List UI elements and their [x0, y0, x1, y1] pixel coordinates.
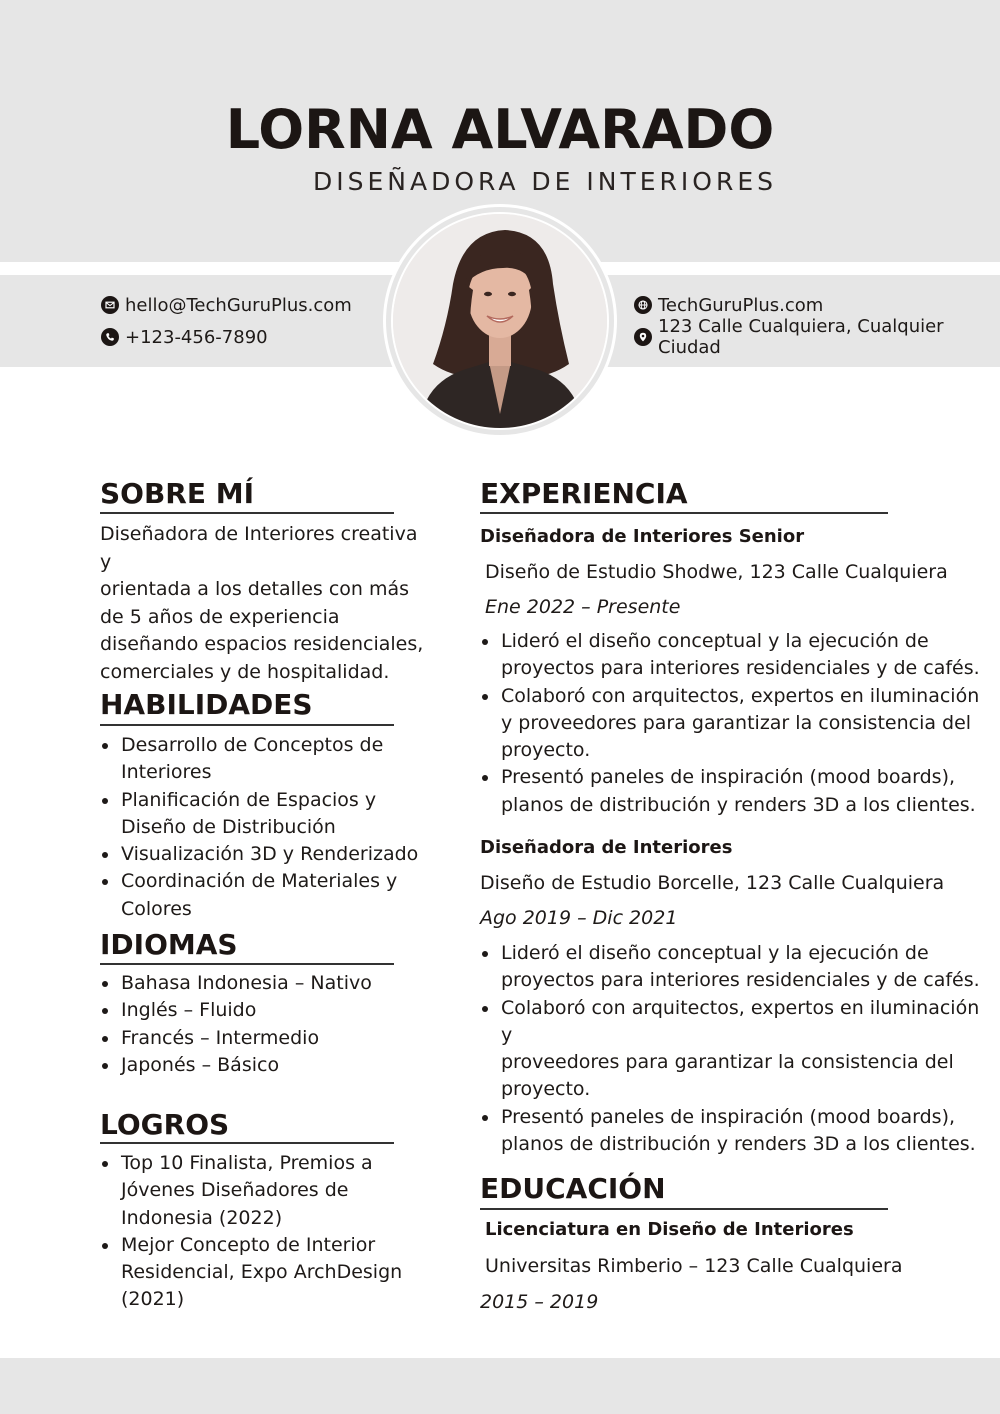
list-item: Presentó paneles de inspiración (mood boards), planos de distribución y renders 3D a los clientes.: [480, 764, 980, 819]
list-item: Inglés – Fluido: [100, 997, 420, 1024]
contact-left: [101, 293, 352, 349]
job-bullets: [480, 940, 985, 1158]
skills-rule: [100, 724, 394, 726]
email-text: hello@TechGuruPlus.com: [125, 294, 352, 316]
skills-list: [100, 732, 420, 923]
languages-list: [100, 970, 420, 1079]
contact-right: [634, 293, 1000, 358]
contact-phone[interactable]: [101, 325, 352, 349]
list-item: Japonés – Básico: [100, 1052, 420, 1079]
mail-icon: [101, 296, 119, 314]
list-item: Planificación de Espacios y Diseño de Distribución: [100, 787, 420, 842]
job-dates: Ene 2022 – Presente: [485, 596, 681, 618]
degree: Licenciatura en Diseño de Interiores: [485, 1219, 854, 1240]
list-item: Bahasa Indonesia – Nativo: [100, 970, 420, 997]
website-text: TechGuruPlus.com: [658, 294, 824, 316]
about-heading: SOBRE MÍ: [100, 477, 255, 510]
list-item: Top 10 Finalista, Premios a Jóvenes Diseñadores de Indonesia (2022): [100, 1150, 420, 1232]
about-line: comerciales y de hospitalidad.: [100, 660, 390, 683]
list-item: Visualización 3D y Renderizado: [100, 841, 420, 868]
job-dates: Ago 2019 – Dic 2021: [480, 907, 678, 929]
list-item: Mejor Concepto de Interior Residencial, Expo ArchDesign (2021): [100, 1232, 420, 1314]
list-item: Lideró el diseño conceptual y la ejecución de proyectos para interiores residenciales y de cafés.: [480, 628, 980, 683]
list-item: Francés – Intermedio: [100, 1025, 420, 1052]
job-title: Diseñadora de Interiores: [480, 837, 733, 858]
contact-website[interactable]: [634, 293, 1000, 317]
about-rule: [100, 512, 394, 514]
candidate-name: LORNA ALVARADO: [225, 98, 775, 161]
languages-heading: IDIOMAS: [100, 928, 238, 961]
education-dates: 2015 – 2019: [480, 1291, 599, 1313]
address-text: 123 Calle Cualquiera, Cualquier Ciudad: [658, 316, 944, 358]
education-heading: EDUCACIÓN: [480, 1172, 666, 1205]
list-item: Coordinación de Materiales y Colores: [100, 868, 420, 923]
achievements-rule: [100, 1142, 394, 1144]
education-rule: [480, 1208, 888, 1210]
footer-band: [0, 1358, 1000, 1414]
job-company: Diseño de Estudio Borcelle, 123 Calle Cualquiera: [480, 872, 945, 894]
contact-address: [634, 316, 1000, 358]
about-line: diseñando espacios residenciales,: [100, 633, 424, 655]
skills-heading: HABILIDADES: [100, 688, 313, 721]
experience-rule: [480, 512, 888, 514]
job-title: Diseñadora de Interiores Senior: [480, 526, 805, 547]
languages-rule: [100, 963, 394, 965]
about-line: de 5 años de experiencia: [100, 605, 340, 628]
about-line: orientada a los detalles con más: [100, 578, 410, 600]
list-item: Presentó paneles de inspiración (mood boards), planos de distribución y renders 3D a los clientes.: [480, 1104, 985, 1159]
list-item: Colaboró con arquitectos, expertos en iluminación y proveedores para garantizar la consistencia del proyecto.: [480, 683, 980, 765]
about-text: [100, 521, 430, 686]
location-pin-icon: [634, 328, 652, 346]
experience-heading: EXPERIENCIA: [480, 477, 688, 510]
phone-icon: [101, 328, 119, 346]
profile-photo: [393, 214, 607, 428]
school: Universitas Rimberio – 123 Calle Cualquiera: [485, 1255, 903, 1277]
candidate-title: DISEÑADORA DE INTERIORES: [312, 167, 778, 196]
list-item: Desarrollo de Conceptos de Interiores: [100, 732, 420, 787]
about-line: Diseñadora de Interiores creativa y: [100, 523, 418, 573]
job-bullets: [480, 628, 980, 819]
list-item: Lideró el diseño conceptual y la ejecución de proyectos para interiores residenciales y de cafés.: [480, 940, 985, 995]
job-company: Diseño de Estudio Shodwe, 123 Calle Cualquiera: [485, 561, 948, 583]
achievements-heading: LOGROS: [100, 1108, 230, 1141]
globe-icon: [634, 296, 652, 314]
phone-text: +123-456-7890: [125, 326, 268, 348]
contact-email[interactable]: [101, 293, 352, 317]
achievements-list: [100, 1150, 420, 1314]
list-item: Colaboró con arquitectos, expertos en iluminación y proveedores para garantizar la consistencia del proyecto.: [480, 995, 985, 1104]
